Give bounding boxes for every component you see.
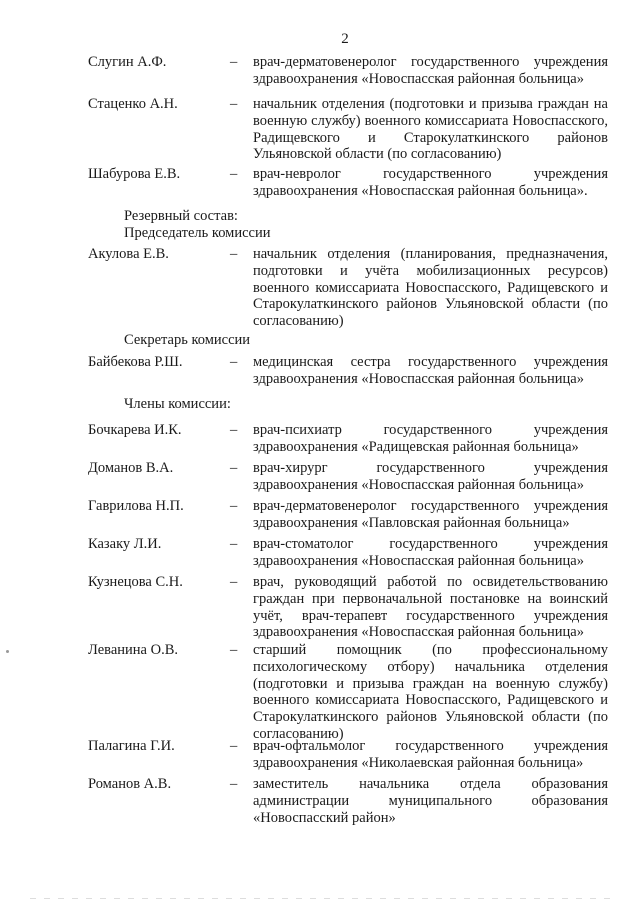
member-name: Слугин А.Ф. [88, 54, 167, 70]
member-position: врач-невролог государственного учреждения здравоохранения «Новоспасская районная больница». [253, 166, 608, 199]
member-entry [88, 738, 608, 772]
secretary-heading: Секретарь комиссии [124, 332, 251, 348]
member-entry [88, 422, 608, 456]
member-entry [88, 776, 608, 826]
member-position: старший помощник (по профессиональному психологическому отбору) начальника отделения (подготовки и призыва граждан на военную службу) военного комиссариата Новоспасского, Радищевского и Старокулаткинского районов Ульяновской области (по согласованию) [253, 642, 608, 742]
dash: – [230, 642, 238, 658]
dash: – [230, 246, 238, 262]
member-entry [88, 536, 608, 570]
member-position: врач-офтальмолог государственного учреждения здравоохранения «Николаевская районная больница» [253, 738, 608, 771]
member-position: врач-хирург государственного учреждения здравоохранения «Новоспасская районная больница» [253, 460, 608, 493]
member-position: врач-дерматовенеролог государственного учреждения здравоохранения «Павловская районная больница» [253, 498, 608, 531]
page-number: 2 [341, 31, 349, 47]
member-name: Бочкарева И.К. [88, 422, 182, 438]
secretary-entry [88, 354, 608, 388]
member-entry [88, 166, 608, 200]
dash: – [230, 422, 238, 438]
dash: – [230, 96, 238, 112]
member-position: начальник отделения (подготовки и призыва граждан на военную службу) военного комиссариата Новоспасского, Радищевского и Старокулаткинского районов Ульяновской области (по согласованию) [253, 96, 608, 163]
reserve-heading: Резервный состав: [124, 208, 238, 224]
dash: – [230, 776, 238, 792]
member-position: врач-психиатр государственного учреждения здравоохранения «Радищевская районная больница» [253, 422, 608, 455]
member-position: врач-дерматовенеролог государственного учреждения здравоохранения «Новоспасская районная больница» [253, 54, 608, 87]
member-name: Байбекова Р.Ш. [88, 354, 183, 370]
dash: – [230, 54, 238, 70]
member-entry [88, 642, 608, 743]
member-position: начальник отделения (планирования, предназначения, подготовки и учёта мобилизационных ресурсов) военного комиссариата Новоспасского, Радищевского и Старокулаткинского районов Ульяновской области (по согласованию) [253, 246, 608, 330]
dash: – [230, 354, 238, 370]
member-entry [88, 54, 608, 88]
dash: – [230, 498, 238, 514]
member-name: Палагина Г.И. [88, 738, 175, 754]
member-entry [88, 574, 608, 641]
member-name: Казаку Л.И. [88, 536, 162, 552]
member-position: медицинская сестра государственного учреждения здравоохранения «Новоспасская районная больница» [253, 354, 608, 387]
member-name: Кузнецова С.Н. [88, 574, 183, 590]
member-entry [88, 498, 608, 532]
member-name: Акулова Е.В. [88, 246, 169, 262]
member-position: врач, руководящий работой по освидетельствованию граждан при первоначальной постановке на воинский учёт, врач-терапевт государственного учреждения здравоохранения «Новоспасская районная больница» [253, 574, 608, 641]
member-name: Гаврилова Н.П. [88, 498, 184, 514]
dash: – [230, 460, 238, 476]
member-entry [88, 460, 608, 494]
member-name: Доманов В.А. [88, 460, 174, 476]
member-position: врач-стоматолог государственного учреждения здравоохранения «Новоспасская районная больница» [253, 536, 608, 569]
member-entry [88, 96, 608, 163]
member-name: Леванина О.В. [88, 642, 178, 658]
members-heading: Члены комиссии: [124, 396, 231, 412]
member-name: Шабурова Е.В. [88, 166, 181, 182]
scan-edge [30, 898, 610, 899]
dash: – [230, 536, 238, 552]
member-name: Романов А.В. [88, 776, 172, 792]
member-name: Стаценко А.Н. [88, 96, 178, 112]
dash: – [230, 166, 238, 182]
chair-heading: Председатель комиссии [124, 225, 271, 241]
chair-entry [88, 246, 608, 330]
scan-speck [6, 650, 9, 653]
dash: – [230, 574, 238, 590]
dash: – [230, 738, 238, 754]
member-position: заместитель начальника отдела образования администрации муниципального образования «Новоспасский район» [253, 776, 608, 826]
